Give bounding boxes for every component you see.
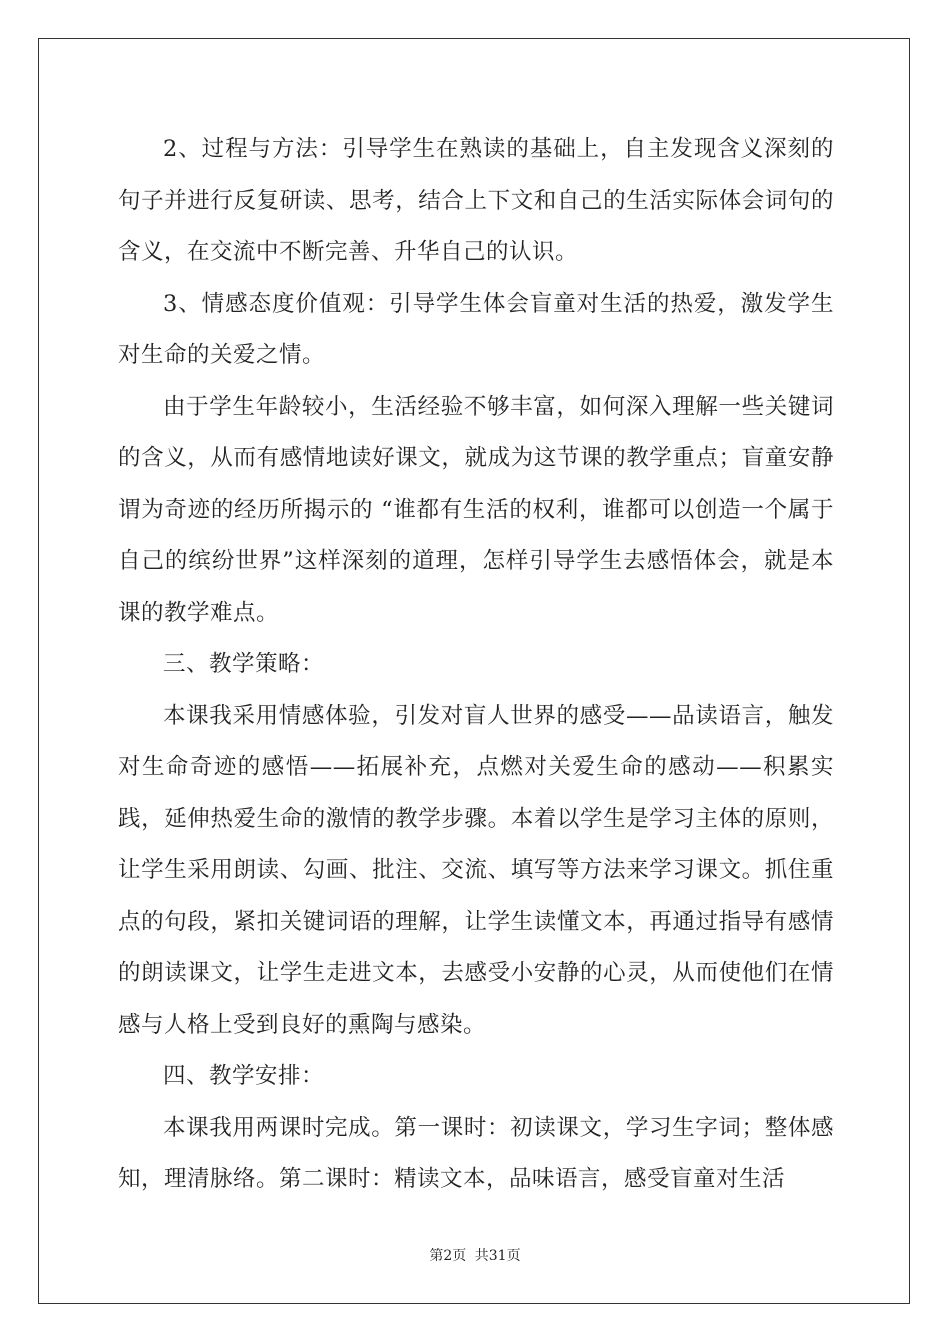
page-footer xyxy=(0,1245,950,1265)
paragraph-teaching-strategy: 本课我采用情感体验，引发对盲人世界的感受——品读语言，触发对生命奇迹的感悟——拓展补充，点燃对关爱生命的感动——积累实践，延伸热爱生命的激情的教学步骤。本着以学生是学习主体的原则，让学生采用朗读、勾画、批注、交流、填写等方法来学习课文。抓住重点的句段，紧扣关键词语的理解，让学生读懂文本，再通过指导有感情的朗读课文，让学生走进文本，去感受小安静的心灵，从而使他们在情感与人格上受到良好的熏陶与感染。 xyxy=(118,702,834,1038)
total-pages: 共31页 xyxy=(474,1248,521,1264)
paragraph-teaching-arrangement: 本课我用两课时完成。第一课时：初读课文，学习生字词；整体感知，理清脉络。第二课时：精读文本，品味语言，感受盲童对生活 xyxy=(118,1114,834,1192)
paragraph-key-difficulty: 由于学生年龄较小，生活经验不够丰富，如何深入理解一些关键词的含义，从而有感情地读好课文，就成为这节课的教学重点；盲童安静谓为奇迹的经历所揭示的 “谁都有生活的权利，谁都可以创造一个属于自己的缤纷世界”这样深刻的道理，怎样引导学生去感悟体会，就是本课的教学难点。 xyxy=(118,393,834,626)
paragraph-process-method: 2、过程与方法：引导学生在熟读的基础上，自主发现含义深刻的句子并进行反复研读、思考，结合上下文和自己的生活实际体会词句的含义，在交流中不断完善、升华自己的认识。 xyxy=(118,136,834,265)
paragraph-emotion-values: 3、情感态度价值观：引导学生体会盲童对生活的热爱，激发学生对生命的关爱之情。 xyxy=(118,290,834,368)
heading-teaching-strategy: 三、教学策略： xyxy=(163,651,325,677)
document-body xyxy=(118,124,834,1206)
page-number: 第2页 xyxy=(429,1248,467,1264)
heading-teaching-arrangement: 四、教学安排： xyxy=(163,1063,325,1089)
